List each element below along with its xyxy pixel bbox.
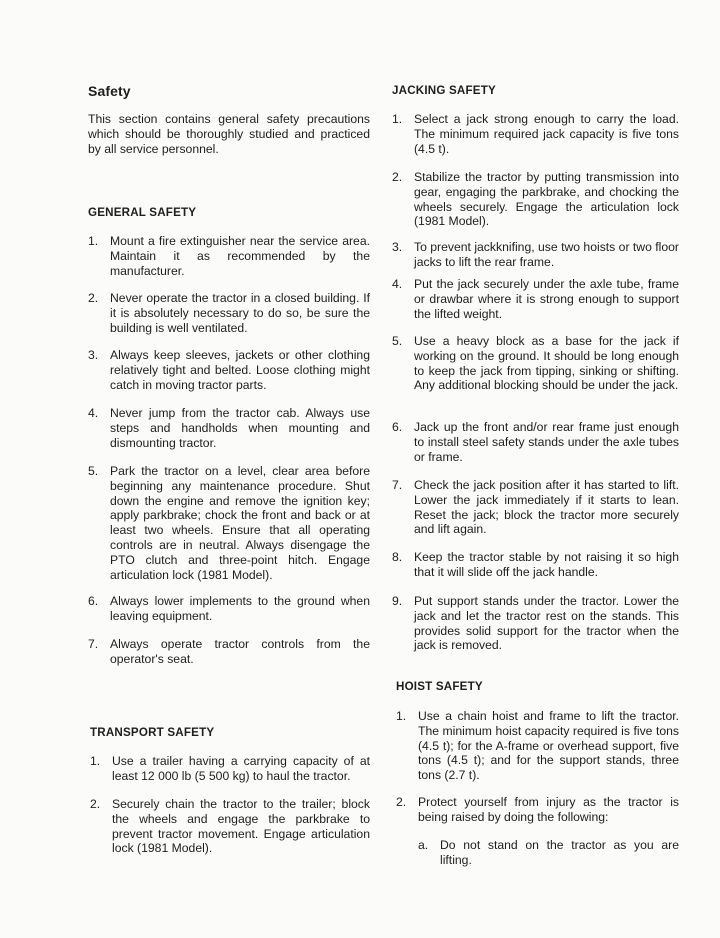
item-number: 1. — [396, 709, 407, 723]
item-text: Put the jack securely under the axle tube, frame or drawbar where it is strong enough to support the lifted weight. — [414, 277, 679, 321]
subitem-text: Do not stand on the tractor as you are lifting. — [440, 838, 679, 867]
safety-intro-paragraph: This section contains general safety precautions which should be thoroughly studied and practiced by all service personnel. — [88, 112, 370, 156]
item-number: 6. — [88, 594, 99, 608]
item-text: Always lower implements to the ground when leaving equipment. — [110, 594, 370, 623]
hoist-safety-heading: HOIST SAFETY — [396, 680, 483, 693]
item-text: Jack up the front and/or rear frame just enough to install steel safety stands under the axle tubes or frame. — [414, 420, 679, 464]
item-number: 5. — [392, 334, 403, 348]
jacking-safety-item — [392, 478, 679, 537]
left-column — [88, 0, 370, 938]
jacking-safety-item — [392, 334, 679, 393]
item-text: Park the tractor on a level, clear area before beginning any maintenance procedure. Shut down the engine and remove the ignition key; apply parkbrake; chock the front and back or at least two wheels. Ensure that all operating controls are in neutral. Always disengage the PTO clutch and three-point hitch. Engage articulation lock (1981 Model). — [110, 464, 370, 582]
item-text: Select a jack strong enough to carry the load. The minimum required jack capacity is five tons (4.5 t). — [414, 112, 679, 156]
item-number: 4. — [392, 277, 403, 291]
item-number: 2. — [396, 795, 407, 809]
item-text: Never operate the tractor in a closed building. If it is absolutely necessary to do so, be sure the building is well ventilated. — [110, 291, 370, 335]
item-number: 7. — [392, 478, 403, 492]
item-text: Use a heavy block as a base for the jack if working on the ground. It should be long enough to keep the jack from tipping, sinking or shifting. Any additional blocking should be under the jack. — [414, 334, 679, 393]
general-safety-item — [88, 291, 370, 335]
item-number: 2. — [392, 170, 403, 184]
item-text: Put support stands under the tractor. Lower the jack and let the tractor rest on the stands. This provides solid support for the tractor when the jack is removed. — [414, 594, 679, 653]
jacking-safety-item — [392, 170, 679, 229]
item-text: Stabilize the tractor by putting transmission into gear, engaging the parkbrake, and chocking the wheels securely. Engage the articulation lock (1981 Model). — [414, 170, 679, 229]
transport-safety-item — [90, 797, 370, 856]
item-text: Mount a fire extinguisher near the service area. Maintain it as recommended by the manufacturer. — [110, 234, 370, 278]
general-safety-item — [88, 406, 370, 450]
item-number: 4. — [88, 406, 99, 420]
item-number: 3. — [392, 240, 403, 254]
transport-safety-heading: TRANSPORT SAFETY — [90, 726, 215, 739]
hoist-safety-item — [396, 709, 679, 783]
item-text: Never jump from the tractor cab. Always use steps and handholds when mounting and dismounting tractor. — [110, 406, 370, 450]
jacking-safety-item — [392, 550, 679, 580]
transport-safety-item — [90, 754, 370, 784]
jacking-safety-item — [392, 112, 679, 156]
item-text: Protect yourself from injury as the tractor is being raised by doing the following: — [418, 795, 679, 824]
general-safety-item — [88, 594, 370, 624]
hoist-safety-item — [396, 795, 679, 825]
item-text: To prevent jackknifing, use two hoists or two floor jacks to lift the rear frame. — [414, 240, 679, 269]
item-number: 2. — [90, 797, 101, 811]
page-title: Safety — [88, 83, 131, 99]
general-safety-item — [88, 348, 370, 392]
general-safety-item — [88, 234, 370, 278]
jacking-safety-item — [392, 594, 679, 653]
item-number: 3. — [88, 348, 99, 362]
item-number: 5. — [88, 464, 99, 478]
right-column — [392, 0, 679, 938]
jacking-safety-item — [392, 277, 679, 321]
general-safety-item — [88, 464, 370, 582]
item-text: Securely chain the tractor to the trailer; block the wheels and engage the parkbrake to prevent tractor movement. Engage articulation lock (1981 Model). — [112, 797, 370, 856]
item-text: Use a chain hoist and frame to lift the tractor. The minimum hoist capacity required is five tons (4.5 t); for the A-frame or overhead support, five tons (4.5 t); and for the support stands, three tons (2.7 t). — [418, 709, 679, 783]
item-text: Keep the tractor stable by not raising it so high that it will slide off the jack handle. — [414, 550, 679, 579]
general-safety-heading: GENERAL SAFETY — [88, 206, 197, 219]
item-text: Check the jack position after it has started to lift. Lower the jack immediately if it starts to lean. Reset the jack; block the tractor more securely and lift again. — [414, 478, 679, 537]
general-safety-item — [88, 637, 370, 667]
item-number: 7. — [88, 637, 99, 651]
item-number: 8. — [392, 550, 403, 564]
jacking-safety-item — [392, 240, 679, 270]
item-number: 2. — [88, 291, 99, 305]
jacking-safety-item — [392, 420, 679, 464]
item-number: 6. — [392, 420, 403, 434]
item-number: 1. — [88, 234, 99, 248]
item-number: 9. — [392, 594, 403, 608]
item-number: 1. — [90, 754, 101, 768]
item-text: Always keep sleeves, jackets or other clothing relatively tight and belted. Loose clothing might catch in moving tractor parts. — [110, 348, 370, 392]
subitem-letter: a. — [418, 838, 429, 852]
item-text: Use a trailer having a carrying capacity of at least 12 000 lb (5 500 kg) to haul the tractor. — [112, 754, 370, 783]
hoist-safety-subitem — [418, 838, 679, 868]
item-text: Always operate tractor controls from the operator's seat. — [110, 637, 370, 666]
item-number: 1. — [392, 112, 403, 126]
jacking-safety-heading: JACKING SAFETY — [392, 84, 496, 97]
